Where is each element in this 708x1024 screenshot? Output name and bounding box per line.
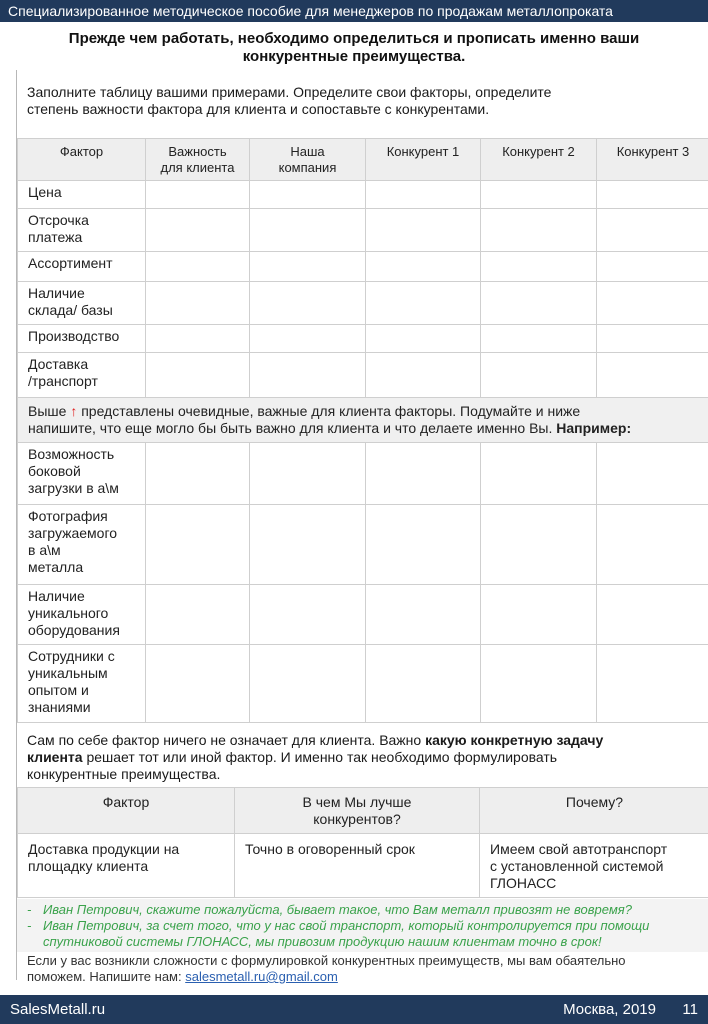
empty-cell[interactable]: [146, 325, 250, 353]
table-row: [18, 585, 708, 645]
col-header-competitor-3: Конкурент 3: [597, 139, 708, 181]
empty-cell[interactable]: [481, 282, 597, 325]
empty-cell[interactable]: [597, 282, 708, 325]
empty-cell[interactable]: [250, 353, 366, 398]
empty-cell[interactable]: [597, 252, 708, 282]
col-header-importance: Важность для клиента: [146, 139, 250, 181]
intro-text: [27, 84, 667, 118]
empty-cell[interactable]: [250, 209, 366, 252]
arrow-up-icon: ↑: [70, 403, 78, 419]
empty-cell[interactable]: [597, 325, 708, 353]
empty-cell[interactable]: [366, 181, 481, 209]
empty-cell[interactable]: [366, 325, 481, 353]
empty-cell[interactable]: [597, 181, 708, 209]
empty-cell[interactable]: [250, 325, 366, 353]
empty-cell[interactable]: [597, 209, 708, 252]
page-number: 11: [682, 1001, 698, 1018]
advantage-table: [17, 787, 708, 898]
footer-city-year: Москва, 2019: [563, 1001, 656, 1018]
empty-cell[interactable]: [366, 645, 481, 723]
empty-cell[interactable]: [597, 443, 708, 505]
headline-line: Прежде чем работать, необходимо определиться и прописать именно ваши: [68, 30, 640, 47]
factor-cell: Сотрудники с уникальным опытом и знаниями: [18, 645, 146, 723]
empty-cell[interactable]: [146, 443, 250, 505]
col-header-factor: Фактор: [18, 139, 146, 181]
headline-line: конкурентные преимущества.: [242, 48, 466, 65]
factor-cell: Доставка продукции на площадку клиента: [18, 834, 235, 898]
factor-cell: Доставка /транспорт: [18, 353, 146, 398]
empty-cell[interactable]: [481, 325, 597, 353]
table-row: [18, 252, 708, 282]
factor-cell: Отсрочка платежа: [18, 209, 146, 252]
empty-cell[interactable]: [250, 181, 366, 209]
empty-cell[interactable]: [481, 585, 597, 645]
email-link[interactable]: salesmetall.ru@gmail.com: [185, 969, 338, 984]
empty-cell[interactable]: [481, 645, 597, 723]
empty-cell[interactable]: [481, 353, 597, 398]
empty-cell[interactable]: [146, 252, 250, 282]
table-note-row: [18, 398, 708, 443]
empty-cell[interactable]: [250, 585, 366, 645]
col-header-better: В чем Мы лучше конкурентов?: [235, 788, 480, 834]
empty-cell[interactable]: [481, 181, 597, 209]
header-title: Специализированное методическое пособие для менеджеров по продажам металлопроката: [8, 3, 613, 19]
empty-cell[interactable]: [146, 181, 250, 209]
factor-cell: Производство: [18, 325, 146, 353]
why-cell: Имеем свой автотранспорт с установленной системой ГЛОНАСС: [480, 834, 708, 898]
empty-cell[interactable]: [597, 353, 708, 398]
col-header-our-company: Наша компания: [250, 139, 366, 181]
intro-line: Заполните таблицу вашими примерами. Определите свои факторы, определите: [27, 84, 552, 100]
empty-cell[interactable]: [366, 252, 481, 282]
empty-cell[interactable]: [481, 209, 597, 252]
empty-cell[interactable]: [250, 645, 366, 723]
table-row: [18, 181, 708, 209]
better-cell: Точно в оговоренный срок: [235, 834, 480, 898]
script-line: спутниковой системы ГЛОНАСС, мы привозим продукцию нашим клиентам точно в срок!: [43, 934, 602, 949]
empty-cell[interactable]: [366, 505, 481, 585]
factor-cell: Возможность боковой загрузки в а\м: [18, 443, 146, 505]
sales-script-box: [17, 899, 708, 952]
empty-cell[interactable]: [146, 505, 250, 585]
footer-bar: [0, 995, 708, 1024]
factor-cell: Наличие уникального оборудования: [18, 585, 146, 645]
empty-cell[interactable]: [481, 252, 597, 282]
table-header-row: [18, 139, 708, 181]
empty-cell[interactable]: [250, 282, 366, 325]
empty-cell[interactable]: [597, 645, 708, 723]
empty-cell[interactable]: [366, 209, 481, 252]
script-line: - Иван Петрович, за счет того, что у нас свой транспорт, который контролируется при помощи: [27, 918, 650, 933]
page-headline: [0, 30, 708, 66]
empty-cell[interactable]: [146, 645, 250, 723]
factor-cell: Цена: [18, 181, 146, 209]
table-note: Выше ↑ представлены очевидные, важные для клиента факторы. Подумайте и ниже напишите, что еще могло бы быть важно для клиента и что делаете именно Вы. Например:: [18, 398, 708, 443]
empty-cell[interactable]: [366, 282, 481, 325]
contact-text: Если у вас возникли сложности с формулировкой конкурентных преимуществ, мы вам обаятельно поможем. Напишите нам: salesmetall.ru@gmail.com: [27, 953, 626, 984]
empty-cell[interactable]: [481, 443, 597, 505]
empty-cell[interactable]: [250, 252, 366, 282]
table-row: [18, 443, 708, 505]
script-line: - Иван Петрович, скажите пожалуйста, бывает такое, что Вам металл привозят не вовремя?: [27, 902, 632, 917]
factor-cell: Ассортимент: [18, 252, 146, 282]
col-header-why: Почему?: [480, 788, 708, 834]
table-row: [18, 834, 708, 898]
col-header-factor: Фактор: [18, 788, 235, 834]
header-bar: [0, 0, 708, 22]
table-header-row: [18, 788, 708, 834]
intro-line: степень важности фактора для клиента и сопоставьте с конкурентами.: [27, 101, 490, 117]
col-header-competitor-2: Конкурент 2: [481, 139, 597, 181]
empty-cell[interactable]: [146, 282, 250, 325]
empty-cell[interactable]: [146, 585, 250, 645]
empty-cell[interactable]: [366, 443, 481, 505]
table-row: [18, 353, 708, 398]
empty-cell[interactable]: [481, 505, 597, 585]
table-row: [18, 645, 708, 723]
empty-cell[interactable]: [146, 353, 250, 398]
factor-comparison-table: [17, 138, 708, 723]
empty-cell[interactable]: [366, 585, 481, 645]
empty-cell[interactable]: [366, 353, 481, 398]
table-row: [18, 325, 708, 353]
empty-cell[interactable]: [146, 209, 250, 252]
footer-site: SalesMetall.ru: [10, 1001, 106, 1018]
table-row: [18, 209, 708, 252]
empty-cell[interactable]: [597, 585, 708, 645]
empty-cell[interactable]: [597, 505, 708, 585]
explanation-text: Сам по себе фактор ничего не означает для клиента. Важно какую конкретную задачу клиента решает тот или иной фактор. И именно так необходимо формулировать конкурентные преимущества.: [27, 732, 604, 782]
factor-cell: Фотография загружаемого в а\м металла: [18, 505, 146, 585]
table-row: [18, 505, 708, 585]
empty-cell[interactable]: [250, 505, 366, 585]
empty-cell[interactable]: [250, 443, 366, 505]
table-row: [18, 282, 708, 325]
factor-cell: Наличие склада/ базы: [18, 282, 146, 325]
col-header-competitor-1: Конкурент 1: [366, 139, 481, 181]
